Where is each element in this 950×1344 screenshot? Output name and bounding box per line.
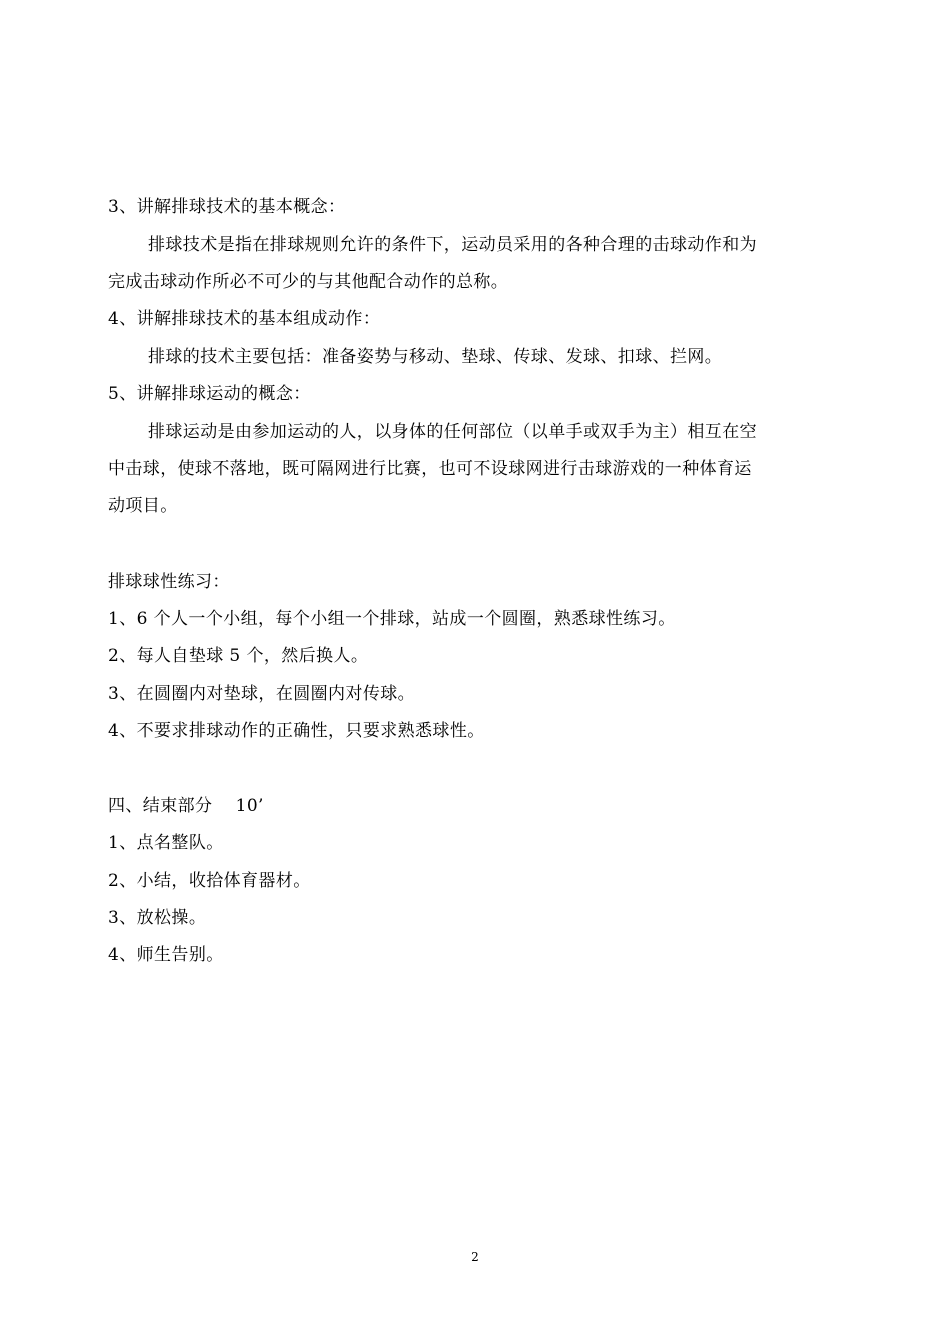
lecture-item5-paragraph-line3: 动项目。 [108,496,178,516]
ending-heading: 四、结束部分 10’ [108,796,264,816]
ending-item: 3、放松操。 [108,908,207,928]
lecture-item3-heading: 3、讲解排球技术的基本概念： [108,197,346,217]
lecture-item5-paragraph-line2: 中击球，使球不落地，既可隔网进行比赛，也可不设球网进行击球游戏的一种体育运 [108,459,752,479]
practice-item: 1、6 个人一个小组，每个小组一个排球，站成一个圆圈，熟悉球性练习。 [108,609,676,629]
lecture-item3-paragraph-line2: 完成击球动作所必不可少的与其他配合动作的总称。 [108,272,509,292]
lecture-item3-paragraph-line1: 排球技术是指在排球规则允许的条件下，运动员采用的各种合理的击球动作和为 [148,235,757,255]
lecture-item4-paragraph-line1: 排球的技术主要包括：准备姿势与移动、垫球、传球、发球、扣球、拦网。 [148,347,723,367]
practice-item: 3、在圆圈内对垫球，在圆圈内对传球。 [108,684,416,704]
page-number: 2 [471,1250,479,1264]
practice-item: 2、每人自垫球 5 个，然后换人。 [108,646,369,666]
ending-item: 2、小结，收拾体育器材。 [108,871,311,891]
practice-item: 4、不要求排球动作的正确性，只要求熟悉球性。 [108,721,485,741]
ending-item: 4、师生告别。 [108,945,224,965]
lecture-item5-heading: 5、讲解排球运动的概念： [108,384,311,404]
ending-item: 1、点名整队。 [108,833,224,853]
lecture-item4-heading: 4、讲解排球技术的基本组成动作： [108,309,381,329]
lecture-item5-paragraph-line1: 排球运动是由参加运动的人，以身体的任何部位（以单手或双手为主）相互在空 [148,422,757,442]
practice-heading: 排球球性练习： [108,572,230,592]
